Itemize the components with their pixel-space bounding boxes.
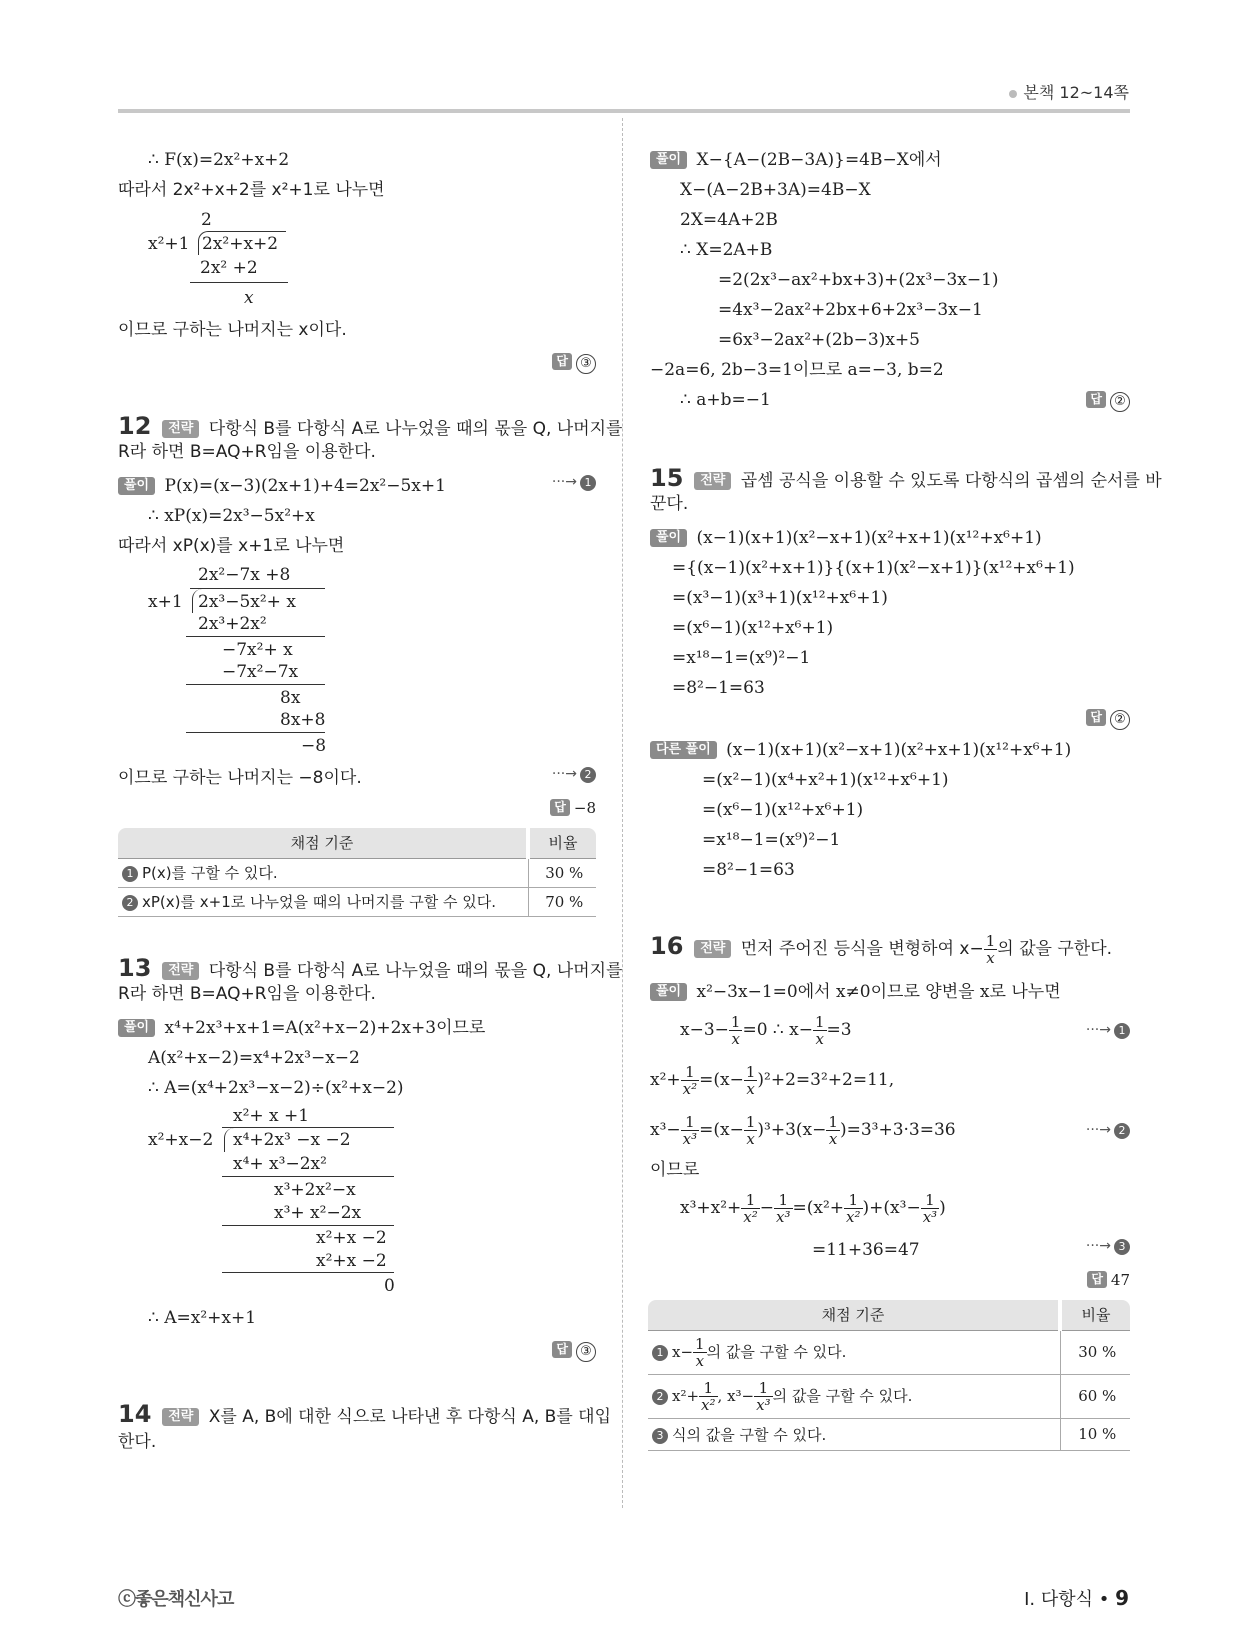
div2-dividend: 2x³−5x²+ x	[198, 592, 296, 612]
div3-dividend: x⁴+2x³ −x −2	[233, 1130, 351, 1150]
p14-sol-1: 풀이 X−{A−(2B−3A)}=4B−X에서	[650, 148, 942, 172]
p16-eq-5: =11+36=47	[812, 1240, 920, 1260]
problem-13-strategy-2: R라 하면 B=AQ+R임을 이용한다.	[118, 984, 376, 1004]
p16-answer: 답 47	[1087, 1268, 1130, 1292]
p12-sol-2: ∴ xP(x)=2x³−5x²+x	[148, 506, 315, 526]
div2-rule-3	[186, 732, 325, 733]
p12-scoring-table: 채점 기준 비율 1 P(x)를 구할 수 있다. 30 % 2 xP(x)를 x+1로 나누었을 때의 나머지를 구할 수 있다. 70 %	[118, 828, 596, 917]
p13-sol-2: A(x²+x−2)=x⁴+2x³−x−2	[148, 1048, 360, 1068]
div2-remainder: −8	[301, 736, 327, 756]
table-row: 1 P(x)를 구할 수 있다.	[118, 858, 528, 887]
p12-step-2-marker: ···→ 2	[552, 766, 596, 783]
div1-divisor: x²+1	[148, 234, 190, 254]
table-row: 1 x− $\frac{1}{x}$ 의 값을 구할 수 있다.	[648, 1330, 1060, 1374]
p16-step-3-marker: ···→ 3	[1086, 1238, 1130, 1255]
p16-eq-1: x−3− $\frac{1}{x}$ =0 ∴ x− $\frac{1}{x}$ =3	[680, 1013, 852, 1048]
page-footer: I. 다항식 • 9	[1024, 1586, 1129, 1610]
p15-alt-3: =(x⁶−1)(x¹²+x⁶+1)	[702, 800, 864, 820]
prev-line-3: 이므로 구하는 나머지는 x이다.	[118, 320, 347, 340]
left-column	[118, 0, 623, 1650]
problem-14-strategy: 14 전략 X를 A, B에 대한 식으로 나타낸 후 다항식 A, B를 대입	[118, 1400, 611, 1428]
p16-step-1-marker: ···→ 1	[1086, 1022, 1130, 1039]
p15-sol-4: =(x⁶−1)(x¹²+x⁶+1)	[672, 618, 834, 638]
problem-13-strategy: 13 전략 다항식 B를 다항식 A로 나누었을 때의 몫을 Q, 나머지를	[118, 954, 623, 982]
p15-sol-2: ={(x−1)(x²+x+1)}{(x+1)(x²−x+1)}(x¹²+x⁶+1)	[672, 558, 1075, 578]
p14-sol-8: −2a=6, 2b−3=1이므로 a=−3, b=2	[650, 360, 944, 380]
p14-sol-9: ∴ a+b=−1	[680, 390, 771, 410]
column-divider	[622, 118, 623, 1508]
p15-alt-5: =8²−1=63	[702, 860, 795, 880]
page-number: 9	[1115, 1586, 1129, 1610]
table-row: 3 식의 값을 구할 수 있다.	[648, 1418, 1060, 1450]
div1-quotient: 2	[201, 210, 212, 230]
p12-step-1-marker: ···→ 1	[552, 474, 596, 491]
p15-alt-1: 다른 풀이 (x−1)(x+1)(x²−x+1)(x²+x+1)(x¹²+x⁶+1)	[650, 738, 1071, 762]
p13-sol-1: 풀이 x⁴+2x³+x+1=A(x²+x−2)+2x+3이므로	[118, 1016, 485, 1040]
p15-sol-1: 풀이 (x−1)(x+1)(x²−x+1)(x²+x+1)(x¹²+x⁶+1)	[650, 526, 1042, 550]
p14-sol-6: =4x³−2ax²+2bx+6+2x³−3x−1	[718, 300, 983, 320]
page-range-header: 본책 12~14쪽	[1009, 80, 1129, 103]
div3-remainder: 0	[384, 1276, 395, 1296]
p16-eq-3: x³− $\frac{1}{\text{x³}}$ =(x− $\frac{1}{x}$ )³+3(x− $\frac{1}{x}$ )=3³+3·3=36	[650, 1113, 956, 1148]
p14-answer: 답 ②	[1086, 388, 1130, 412]
p12-sol-3: 따라서 xP(x)를 x+1로 나누면	[118, 536, 345, 556]
div2-step-4: 8x	[280, 688, 301, 708]
div3-step-5: x²+x −2	[316, 1251, 387, 1271]
table-header-ratio: 비율	[528, 828, 596, 858]
p16-sol-2: 이므로	[650, 1160, 700, 1180]
p15-alt-2: =(x²−1)(x⁴+x²+1)(x¹²+x⁶+1)	[702, 770, 949, 790]
prev-line-2: 따라서 2x²+x+2를 x²+1로 나누면	[118, 180, 385, 200]
table-row: 2 x²+ $\frac{1}{\text{x²}}$ , x³− $\frac{1}{\text{x³}}$ 의 값을 구할 수 있다.	[648, 1374, 1060, 1418]
div1-step: 2x² +2	[200, 258, 258, 278]
right-column	[650, 0, 1162, 1650]
problem-14-strategy-2: 한다.	[118, 1432, 157, 1452]
p16-scoring-table: 채점 기준 비율 1 x− $\frac{1}{x}$ 의 값을 구할 수 있다. 30 % 2 x²+ $\frac{1}{\text{x²}}$ , x³− $\frac{1}{\text{x³}}$ 의 값을 구할 수 있다. 60 % 3 식의 값을 구할 수 있다. 10 %	[648, 1300, 1130, 1451]
div3-step-1: x⁴+ x³−2x²	[233, 1154, 327, 1174]
p16-eq-4: x³+x²+ $\frac{1}{\text{x²}}$ − $\frac{1}{\text{x³}}$ =(x²+ $\frac{1}{\text{x²}}$ )+(x³− $\frac{1}{\text{x³}}$ )	[680, 1191, 946, 1226]
div2-quotient: 2x²−7x +8	[198, 565, 291, 585]
div3-rule-3	[222, 1272, 394, 1273]
p14-sol-7: =6x³−2ax²+(2b−3)x+5	[718, 330, 920, 350]
p16-eq-2: x²+ $\frac{1}{\text{x²}}$ =(x− $\frac{1}{x}$ )²+2=3²+2=11,	[650, 1063, 895, 1098]
div2-step-3: −7x²−7x	[222, 662, 299, 682]
p12-answer: 답 −8	[550, 796, 596, 820]
problem-16-strategy: 16 전략 먼저 주어진 등식을 변형하여 x− $\frac{1}{x}$ 의 값을 구한다.	[650, 931, 1113, 967]
div3-step-2: x³+2x²−x	[274, 1180, 356, 1200]
fraction: $\frac{1}{x}$	[985, 931, 996, 967]
div1-remainder: x	[244, 288, 254, 308]
p13-answer: 답 ③	[552, 1338, 596, 1362]
div2-step-5: 8x+8	[280, 710, 326, 730]
p15-sol-6: =8²−1=63	[672, 678, 765, 698]
div2-divisor: x+1	[148, 592, 183, 612]
div3-step-3: x³+ x²−2x	[274, 1203, 362, 1223]
div3-quotient: x²+ x +1	[233, 1106, 310, 1126]
p16-step-2-marker: ···→ 2	[1086, 1122, 1130, 1139]
p15-answer: 답 ②	[1086, 706, 1130, 730]
p15-alt-4: =x¹⁸−1=(x⁹)²−1	[702, 830, 841, 850]
p14-sol-4: ∴ X=2A+B	[680, 240, 773, 260]
problem-12-strategy-2: R라 하면 B=AQ+R임을 이용한다.	[118, 442, 376, 462]
p13-sol-4: ∴ A=x²+x+1	[148, 1308, 257, 1328]
div3-divisor: x²+x−2	[148, 1130, 214, 1150]
div2-step-1: 2x³+2x²	[198, 614, 267, 634]
p14-sol-2: X−(A−2B+3A)=4B−X	[680, 180, 871, 200]
div3-step-4: x²+x −2	[316, 1228, 387, 1248]
problem-15-strategy-2: 꾼다.	[650, 494, 689, 514]
div2-top-rule	[190, 588, 325, 589]
problem-15-strategy: 15 전략 곱셈 공식을 이용할 수 있도록 다항식의 곱셈의 순서를 바	[650, 464, 1162, 492]
table-header-criteria: 채점 기준	[648, 1300, 1060, 1330]
table-header-criteria: 채점 기준	[118, 828, 528, 858]
p13-sol-3: ∴ A=(x⁴+2x³−x−2)÷(x²+x−2)	[148, 1078, 404, 1098]
div1-rule	[190, 282, 288, 283]
prev-line-1: ∴ F(x)=2x²+x+2	[148, 150, 290, 170]
p14-sol-3: 2X=4A+2B	[680, 210, 778, 230]
p12-sol-1: 풀이 P(x)=(x−3)(2x+1)+4=2x²−5x+1	[118, 474, 446, 498]
div3-rule-1	[222, 1176, 394, 1177]
p15-sol-3: =(x³−1)(x³+1)(x¹²+x⁶+1)	[672, 588, 888, 608]
p16-sol-1: 풀이 x²−3x−1=0에서 x≠0이므로 양변을 x로 나누면	[650, 980, 1061, 1004]
problem-12-strategy: 12 전략 다항식 B를 다항식 A로 나누었을 때의 몫을 Q, 나머지를	[118, 412, 623, 440]
div2-rule-2	[186, 684, 325, 685]
p12-sol-4: 이므로 구하는 나머지는 −8이다.	[118, 768, 362, 788]
p14-sol-5: =2(2x³−ax²+bx+3)+(2x³−3x−1)	[718, 270, 999, 290]
prev-answer: 답 ③	[552, 350, 596, 374]
p15-sol-5: =x¹⁸−1=(x⁹)²−1	[672, 648, 811, 668]
div1-dividend: 2x²+x+2	[202, 234, 279, 254]
div2-rule-1	[186, 636, 325, 637]
div2-step-2: −7x²+ x	[222, 640, 293, 660]
table-row: 2 xP(x)를 x+1로 나누었을 때의 나머지를 구할 수 있다.	[118, 887, 528, 916]
table-header-ratio: 비율	[1060, 1300, 1130, 1330]
publisher-logo: ⓒ좋은책신사고	[118, 1589, 234, 1610]
